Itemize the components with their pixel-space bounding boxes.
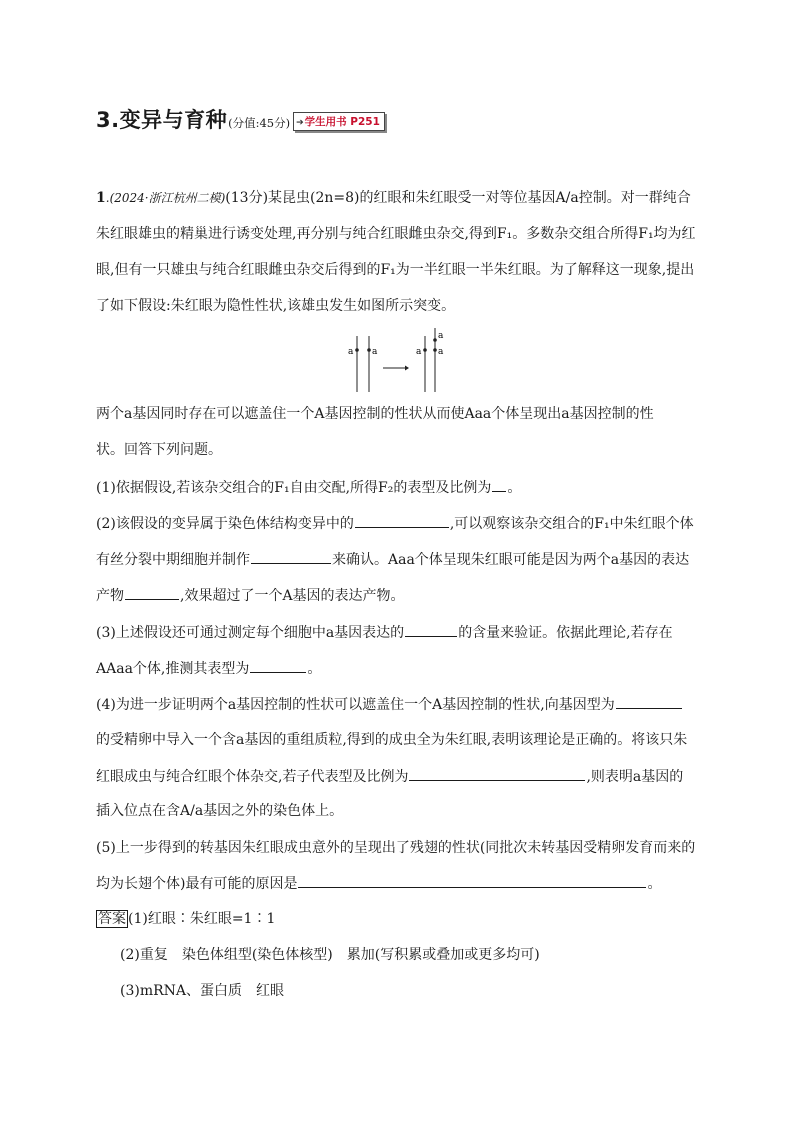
sub-question-3-text: (3)上述假设还可通过测定每个细胞中a基因表达的 <box>96 625 405 641</box>
sub-question-4-line-3 <box>96 766 696 787</box>
sub-question-2-text: 有丝分裂中期细胞并制作 <box>96 552 250 568</box>
answer-line-3: (3)mRNA、蛋白质 红眼 <box>120 983 285 999</box>
sub-question-4-text: 红眼成虫与纯合红眼个体杂交,若子代表型及比例为 <box>96 769 409 785</box>
original-chromosome-pair <box>348 336 378 392</box>
sub-question-1-end: 。 <box>507 480 522 496</box>
sub-question-1 <box>96 477 696 498</box>
section-title: 3.变异与育种 <box>96 108 228 132</box>
answer-line-2: (2)重复 染色体组型(染色体核型) 累加(写积累或叠加或更多均可) <box>120 947 540 963</box>
sub-question-4-line-2: 的受精卵中导入一个含a基因的重组质粒,得到的成虫全为朱红眼,表明该理论是正确的。将该只朱 <box>96 732 688 748</box>
sub-question-2-line-2 <box>96 549 696 570</box>
sub-question-3-text: AAaa个体,推测其表型为 <box>96 661 250 677</box>
sub-question-5-text: 均为长翅个体)最有可能的原因是 <box>96 876 298 892</box>
sub-question-2-text: (2)该假设的变异属于染色体结构变异中的 <box>96 516 354 532</box>
answer-blank[interactable] <box>492 477 506 492</box>
chromosome-mutation-diagram <box>345 326 445 396</box>
sub-question-2-text-cont: 来确认。Aaa个体呈现朱红眼可能是因为两个a基因的表达 <box>332 552 690 568</box>
question-line-5: 两个a基因同时存在可以遮盖住一个A基因控制的性状从而使Aaa个体呈现出a基因控制的性 <box>96 406 654 422</box>
question-line-1 <box>96 188 696 208</box>
ref-label: 学生用书 P251 <box>304 116 380 128</box>
gene-label: a <box>372 347 378 357</box>
mutation-arrow <box>383 366 409 371</box>
question-line-4: 了如下假设:朱红眼为隐性性状,该雄虫发生如图所示突变。 <box>96 298 456 314</box>
answer-blank[interactable] <box>405 622 457 637</box>
sub-question-3-text-cont: 。 <box>307 661 322 677</box>
question-line-2: 朱红眼雄虫的精巢进行诱变处理,再分别与纯合红眼雌虫杂交,得到F₁。多数杂交组合所得F₁均为红 <box>96 226 696 242</box>
sub-question-3-line-2 <box>96 658 696 679</box>
sub-question-5-line-1: (5)上一步得到的转基因朱红眼成虫意外的呈现出了残翅的性状(同批次未转基因受精卵发育而来的 <box>96 840 696 856</box>
sub-question-4-line-4: 插入位点在含A/a基因之外的染色体上。 <box>96 803 344 819</box>
section-score: (分值:45分) <box>228 116 291 130</box>
mutated-chromosome-pair <box>416 328 444 392</box>
answer-blank[interactable] <box>616 694 682 709</box>
question-line-3: 眼,但有一只雄虫与纯合红眼雌虫杂交后得到的F₁为一半红眼一半朱红眼。为了解释这一现象,提出 <box>96 262 695 278</box>
gene-label: a <box>438 331 444 341</box>
arrow-right-icon: ➔ <box>296 118 304 128</box>
answer-line-1 <box>96 909 696 929</box>
sub-question-2-text: 产物 <box>96 588 124 604</box>
sub-question-5-end: 。 <box>647 876 662 892</box>
answer-blank[interactable] <box>409 766 585 781</box>
sub-question-2-text-cont: ,可以观察该杂交组合的F₁中朱红眼个体 <box>449 516 694 532</box>
answer-blank[interactable] <box>251 549 331 564</box>
sub-question-1-text: (1)依据假设,若该杂交组合的F₁自由交配,所得F₂的表型及比例为 <box>96 480 492 496</box>
gene-label: a <box>438 347 444 357</box>
section-title-row <box>96 104 385 134</box>
sub-question-2-text-cont: ,效果超过了一个A基因的表达产物。 <box>180 588 405 604</box>
student-book-ref-link[interactable] <box>293 112 385 131</box>
sub-question-3-text-cont: 的含量来验证。依据此理论,若存在 <box>458 625 673 641</box>
sub-question-2-line-1 <box>96 513 696 534</box>
sub-question-4-text-cont: ,则表明a基因的 <box>586 769 684 785</box>
sub-question-2-line-3 <box>96 585 696 606</box>
question-line-6: 状。回答下列问题。 <box>96 442 222 458</box>
question-number: 1 <box>96 190 106 206</box>
sub-question-5-line-2 <box>96 873 696 894</box>
answer-1: (1)红眼∶朱红眼=1∶1 <box>128 911 276 927</box>
sub-question-4-line-1 <box>96 694 696 715</box>
question-source: .(2024·浙江杭州二模) <box>105 191 226 205</box>
gene-label: a <box>348 347 354 357</box>
answer-blank[interactable] <box>125 585 179 600</box>
gene-label: a <box>416 347 422 357</box>
answer-blank[interactable] <box>298 873 646 888</box>
sub-question-4-text: (4)为进一步证明两个a基因控制的性状可以遮盖住一个A基因控制的性状,向基因型为 <box>96 697 615 713</box>
answer-tag: 答案 <box>98 911 126 927</box>
sub-question-3-line-1 <box>96 622 696 643</box>
answer-blank[interactable] <box>250 658 306 673</box>
answer-blank[interactable] <box>355 513 449 528</box>
question-text: (13分)某昆虫(2n=8)的红眼和朱红眼受一对等位基因A/a控制。对一群纯合 <box>225 190 691 206</box>
